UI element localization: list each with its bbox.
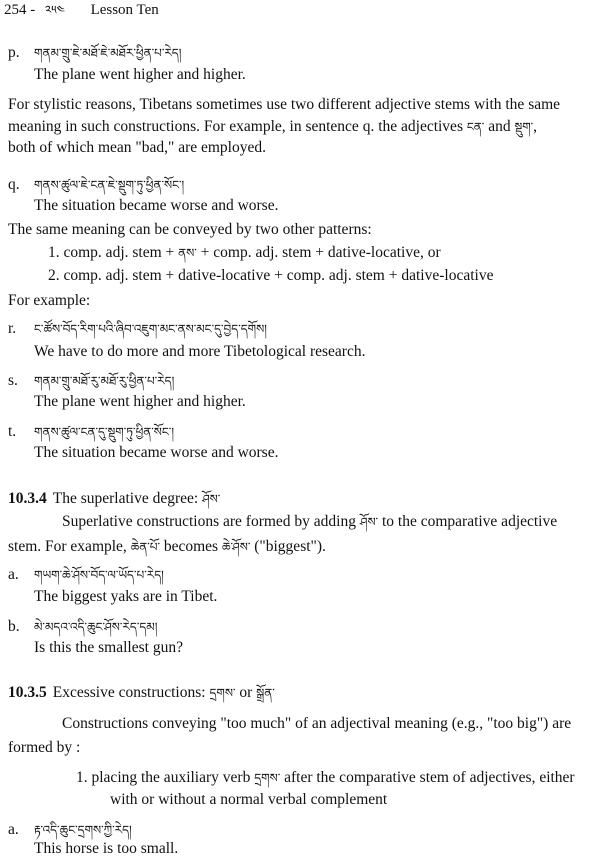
paragraph-text: to the comparative adjective — [381, 513, 558, 530]
tibetan-word: ངན་ — [466, 119, 485, 134]
paragraph-text: Superlative constructions are formed by adding — [62, 513, 356, 530]
example-r-english: We have to do more and more Tibetological research. — [34, 343, 366, 360]
paragraph-text: and — [488, 117, 511, 135]
pattern-1 — [48, 244, 441, 263]
page-number: 254 - — [4, 2, 36, 18]
example-label: b. — [8, 618, 20, 635]
paragraph-line: both of which mean "bad," are employed. — [8, 139, 266, 157]
example-label: s. — [8, 372, 18, 389]
tibetan-word: སྡུག་ — [514, 119, 534, 134]
section-number: 10.3.5 — [8, 684, 47, 701]
example-label: a. — [8, 821, 19, 838]
paragraph-superlative — [8, 513, 598, 532]
item-line — [76, 769, 596, 788]
example-label: r. — [8, 320, 17, 337]
item-text: after the comparative stem of adjectives, either — [284, 769, 575, 786]
paragraph-line: For stylistic reasons, Tibetans sometimes use two different adjective stems with the same — [8, 96, 561, 113]
tibetan-word: དྲགས་ — [254, 771, 281, 785]
excessive-item-1 — [76, 769, 596, 809]
tibetan-sentence: མེ་མདའ་འདི་ཆུང་ཤོས་རེད་དམ། — [34, 620, 158, 634]
for-example-label: For example: — [8, 292, 91, 309]
tibetan-sentence: ང་ཚོས་བོད་རིག་པའི་ཞིབ་འཇུག་མང་ནས་མང་དུ་བྱེད་དགོས། — [34, 322, 267, 336]
section-title: Excessive constructions: — [52, 684, 206, 701]
example-a2-tibetan — [8, 821, 132, 840]
item-line: with or without a normal verbal complement — [110, 790, 388, 808]
pattern-text: + comp. adj. stem + dative-locative, or — [200, 244, 441, 261]
example-label: t. — [8, 423, 17, 440]
lesson-title: Lesson Ten — [90, 2, 159, 18]
example-q-english: The situation became worse and worse. — [34, 197, 279, 214]
example-q-tibetan — [8, 176, 184, 195]
paragraph-text: meaning in such constructions. For example, in sentence q. the adjectives — [8, 117, 463, 135]
paragraph-text: stem. For example, — [8, 538, 127, 555]
paragraph-superlative-line2 — [8, 538, 598, 557]
section-title: The superlative degree: — [52, 490, 199, 507]
paragraph-excessive: Constructions conveying "too much" of an adjectival meaning (e.g., "too big") are — [62, 715, 572, 732]
example-s-english: The plane went higher and higher. — [34, 393, 246, 410]
tibetan-word: ཆེན་པོ་ — [130, 540, 160, 554]
page-header — [4, 1, 159, 19]
paragraph-text: becomes — [163, 538, 219, 555]
tibetan-word: ཤོས་ — [359, 515, 379, 529]
example-t-tibetan — [8, 423, 174, 442]
paragraph-stylistic — [8, 96, 598, 158]
tibetan-sentence: གནམ་གྲུ་མཐོ་རུ་མཐོ་རུ་ཕྱིན་པ་རེད། — [34, 374, 175, 388]
tibetan-sentence: གནས་ཚུལ་ཇེ་ངན་ཇེ་སྡུག་ཏུ་ཕྱིན་སོང་། — [34, 178, 185, 192]
tibetan-sentence: གཡག་ཆེ་ཤོས་བོད་ལ་ཡོད་པ་རེད། — [34, 568, 164, 582]
section-title-or: or — [239, 684, 253, 701]
tibetan-word: དྲགས་ — [209, 686, 236, 700]
tibetan-word: ནས་ — [178, 246, 197, 260]
tibetan-word: ཆེ་ཤོས་ — [221, 540, 251, 554]
paragraph-line — [8, 118, 598, 137]
example-label: a. — [8, 566, 19, 583]
pattern-2: 2. comp. adj. stem + dative-locative + comp. adj. stem + dative-locative — [48, 267, 494, 284]
example-label: p. — [8, 44, 20, 61]
paragraph-line — [8, 513, 598, 532]
example-a1-tibetan — [8, 566, 164, 585]
example-t-english: The situation became worse and worse. — [34, 444, 279, 461]
example-a2-english: This horse is too small. — [34, 840, 179, 857]
section-heading-10-3-5 — [8, 684, 275, 703]
example-b1-english: Is this the smallest gun? — [34, 639, 183, 656]
example-p-tibetan — [8, 44, 181, 63]
example-b1-tibetan — [8, 618, 157, 637]
example-p-english: The plane went higher and higher. — [34, 66, 246, 83]
tibetan-page-number: ༢༥༤ — [45, 3, 65, 17]
paragraph-text: ("biggest"). — [254, 538, 326, 555]
pattern-text: 1. comp. adj. stem + — [48, 244, 175, 261]
paragraph-text: , — [533, 117, 538, 135]
tibetan-sentence: གནས་ཚུལ་ངན་དུ་སྡུག་ཏུ་ཕྱིན་སོང་། — [34, 425, 174, 439]
example-s-tibetan — [8, 372, 174, 391]
tibetan-sentence: གནམ་གྲུ་ཇེ་མཐོ་ཇེ་མཐོར་ཕྱིན་པ་རེད། — [34, 46, 182, 60]
item-text: 1. placing the auxiliary verb — [76, 769, 251, 786]
example-r-tibetan — [8, 320, 267, 339]
section-heading-10-3-4 — [8, 490, 220, 509]
example-a1-english: The biggest yaks are in Tibet. — [34, 588, 218, 605]
example-label: q. — [8, 176, 20, 193]
paragraph-excessive-line2: formed by : — [8, 739, 81, 756]
tibetan-word: སྒྲོན་ — [256, 686, 275, 700]
section-number: 10.3.4 — [8, 490, 47, 507]
paragraph-patterns: The same meaning can be conveyed by two other patterns: — [8, 221, 372, 238]
tibetan-word: ཤོས་ — [202, 492, 221, 506]
tibetan-sentence: རྟ་འདི་ཆུང་དྲགས་ཀྱི་རེད། — [34, 823, 132, 837]
